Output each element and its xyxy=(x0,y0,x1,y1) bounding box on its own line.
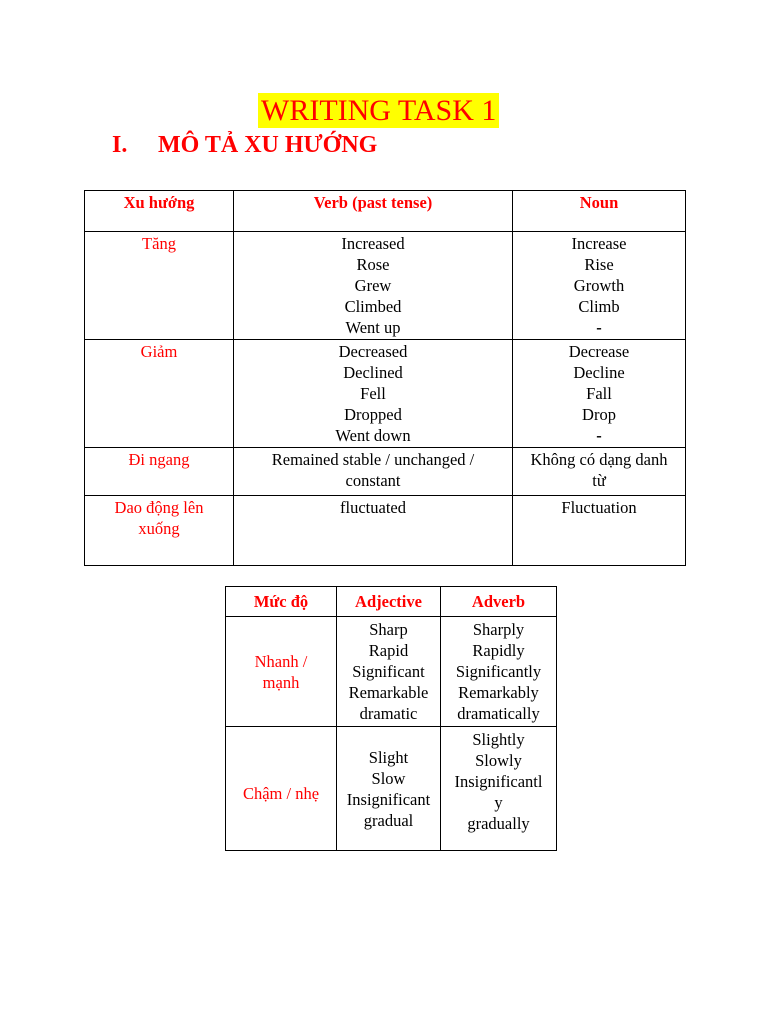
adverb-item: dramatically xyxy=(457,704,540,723)
row-label-line: Nhanh / xyxy=(254,652,308,671)
adverb-item: Slowly xyxy=(475,751,522,770)
noun-item: - xyxy=(596,318,602,337)
noun-item: Fluctuation xyxy=(561,498,637,517)
verb-item: constant xyxy=(345,471,401,490)
noun-item: Increase xyxy=(571,234,627,253)
table-row-fast xyxy=(226,617,557,727)
trend-vocabulary-table xyxy=(84,190,686,566)
section-number: I. xyxy=(112,132,128,158)
verb-item: Remained stable / unchanged / xyxy=(271,450,475,469)
verb-item: Fell xyxy=(360,384,386,403)
noun-item: Decrease xyxy=(568,342,630,361)
adjective-item: dramatic xyxy=(359,704,418,723)
adjective-item: Slight xyxy=(368,747,409,767)
adverb-item: Insignificantl xyxy=(454,772,543,791)
adverb-item: gradually xyxy=(467,814,530,833)
noun-item: Climb xyxy=(578,297,620,316)
adjectives-cell-slow xyxy=(337,727,441,851)
noun-item: - xyxy=(596,426,602,445)
nouns-cell-increase xyxy=(513,232,686,340)
verb-item: Rose xyxy=(356,255,390,274)
table-row-decrease xyxy=(85,340,686,448)
adverb-item: Sharply xyxy=(472,620,525,639)
verb-item: Decreased xyxy=(338,342,408,361)
verb-item: Climbed xyxy=(344,297,402,316)
table-header-row xyxy=(85,191,686,232)
table-row-increase xyxy=(85,232,686,340)
nouns-cell-stable xyxy=(513,448,686,496)
adjective-item: Remarkable xyxy=(348,683,429,702)
table-row-stable xyxy=(85,448,686,496)
row-label-line: xuống xyxy=(138,519,180,538)
noun-item: Fall xyxy=(586,384,612,403)
noun-item: Decline xyxy=(573,363,625,382)
verb-item: Dropped xyxy=(344,405,402,424)
row-label-fluctuate xyxy=(85,496,234,566)
adverb-item: Slightly xyxy=(472,730,525,749)
row-label-increase: Tăng xyxy=(85,232,234,340)
verbs-cell-decrease xyxy=(234,340,513,448)
adjective-item: Significant xyxy=(352,662,425,681)
verbs-cell-stable xyxy=(234,448,513,496)
row-label-line: Chậm / nhẹ xyxy=(242,784,320,803)
adjectives-cell-fast xyxy=(337,617,441,727)
document-title: WRITING TASK 1 xyxy=(258,93,499,128)
table-row-fluctuate xyxy=(85,496,686,566)
row-label-fast xyxy=(226,617,337,727)
adjective-item: Slow xyxy=(371,768,406,788)
row-label-decrease: Giảm xyxy=(85,340,234,448)
table-row-slow xyxy=(226,727,557,851)
noun-item: Growth xyxy=(573,276,625,295)
adjective-item: Insignificant xyxy=(346,789,431,809)
nouns-cell-fluctuate xyxy=(513,496,686,566)
column-header-trend: Xu hướng xyxy=(85,191,234,232)
column-header-adjective: Adjective xyxy=(337,587,441,617)
row-label-line: Dao động lên xyxy=(114,498,204,517)
noun-item: Rise xyxy=(584,255,614,274)
nouns-cell-decrease xyxy=(513,340,686,448)
verbs-cell-fluctuate xyxy=(234,496,513,566)
section-heading xyxy=(112,130,377,160)
adjective-item: Sharp xyxy=(369,620,408,639)
degree-vocabulary-table xyxy=(225,586,557,851)
verbs-cell-increase xyxy=(234,232,513,340)
section-label: MÔ TẢ XU HƯỚNG xyxy=(158,132,378,158)
adjective-item: Rapid xyxy=(368,641,409,660)
adverbs-cell-fast xyxy=(441,617,557,727)
column-header-degree: Mức độ xyxy=(226,587,337,617)
column-header-adverb: Adverb xyxy=(441,587,557,617)
verb-item: Increased xyxy=(341,234,405,253)
noun-item: từ xyxy=(592,471,606,490)
verb-item: Went down xyxy=(335,426,411,445)
column-header-noun: Noun xyxy=(513,191,686,232)
adverbs-cell-slow xyxy=(441,727,557,851)
adverb-item: y xyxy=(494,793,503,812)
adverb-item: Significantly xyxy=(455,662,542,681)
row-label-stable: Đi ngang xyxy=(85,448,234,496)
noun-item: Drop xyxy=(582,405,616,424)
noun-item: Không có dạng danh xyxy=(530,450,668,469)
verb-item: Went up xyxy=(345,318,401,337)
adjective-item: gradual xyxy=(363,810,414,830)
verb-item: Declined xyxy=(343,363,403,382)
verb-item: fluctuated xyxy=(340,498,406,517)
adverb-item: Rapidly xyxy=(472,641,525,660)
column-header-verb: Verb (past tense) xyxy=(234,191,513,232)
row-label-slow xyxy=(226,727,337,851)
row-label-line: mạnh xyxy=(262,673,300,692)
table-header-row xyxy=(226,587,557,617)
adverb-item: Remarkably xyxy=(458,683,539,702)
verb-item: Grew xyxy=(354,276,392,295)
